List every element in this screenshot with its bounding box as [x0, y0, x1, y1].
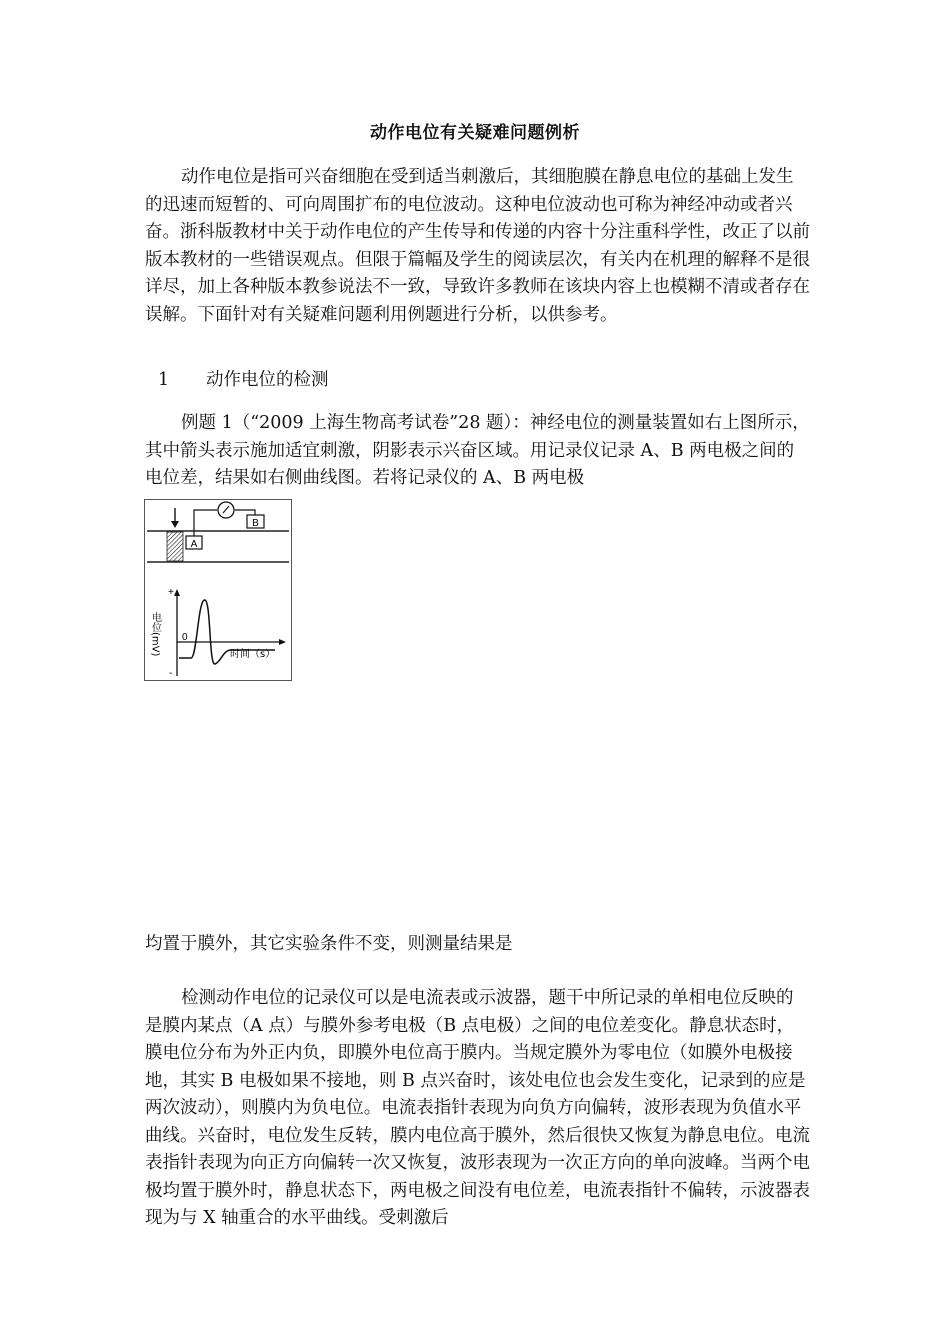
wire-b	[235, 510, 255, 515]
intro-paragraph: 动作电位是指可兴奋细胞在受到适当刺激后，其细胞膜在静息电位的基础上发生的迅速而短暂的、可向周围扩布的电位波动。这种电位波动也可称为神经冲动或者兴奋。浙科版教材中关于动作电位的产生传导和传递的内容十分注重科学性，改正了以前版本教材的一些错误观点。但限于篇幅及学生的阅读层次，有关内在机理的解释不是很详尽，加上各种版本教参说法不一致，导致许多教师在该块内容上也模糊不清或者存在误解。下面针对有关疑难问题利用例题进行分析，以供参考。	[145, 167, 810, 325]
example-paragraph: 例题 1（“2009 上海生物高考试卷”28 题）：神经电位的测量装置如右上图所示，其中箭头表示施加适宜刺激，阴影表示兴奋区域。用记录仪记录 A、B 两电极之间的电位差，结果如右侧曲线图。若将记录仪的 A、B 两电极	[145, 413, 810, 488]
electrode-a-label: A	[190, 539, 198, 550]
origin-label: 0	[182, 632, 188, 643]
example-paragraph-continued: 均置于膜外，其它实验条件不变，则测量结果是	[145, 934, 513, 954]
measurement-figure	[144, 499, 292, 681]
section-heading	[158, 366, 329, 391]
wire-a	[194, 510, 217, 536]
electrode-b-label: B	[252, 518, 259, 529]
y-plus-label: +	[168, 587, 174, 598]
excited-region	[167, 532, 183, 561]
x-axis-label: 时间（s）	[230, 649, 276, 660]
y-minus-label: -	[169, 668, 173, 679]
section-title: 动作电位的检测	[206, 370, 329, 390]
y-axis-label: 电位(mV)	[149, 612, 161, 657]
analysis-paragraph: 检测动作电位的记录仪可以是电流表或示波器，题干中所记录的单相电位反映的是膜内某点（A 点）与膜外参考电极（B 点电极）之间的电位差变化。静息状态时，膜电位分布为外正内负，即膜外电位高于膜内。当规定膜外为零电位（如膜外电极接地，其实 B 电极如果不接地，则 B 点兴奋时，该处电位也会发生变化，记录到的应是两次波动），则膜内为负电位。电流表指针表现为向负方向偏转，波形表现为负值水平曲线。兴奋时，电位发生反转，膜内电位高于膜外，然后很快又恢复为静息电位。电流表指针表现为向正方向偏转一次又恢复，波形表现为一次正方向的单向波峰。当两个电极均置于膜外时，静息状态下，两电极之间没有电位差，电流表指针不偏转，示波器表现为与 X 轴重合的水平曲线。受刺激后	[145, 988, 810, 1228]
figure-svg	[145, 500, 291, 680]
page-title: 动作电位有关疑难问题例析	[370, 123, 580, 143]
section-number: 1	[158, 370, 170, 390]
